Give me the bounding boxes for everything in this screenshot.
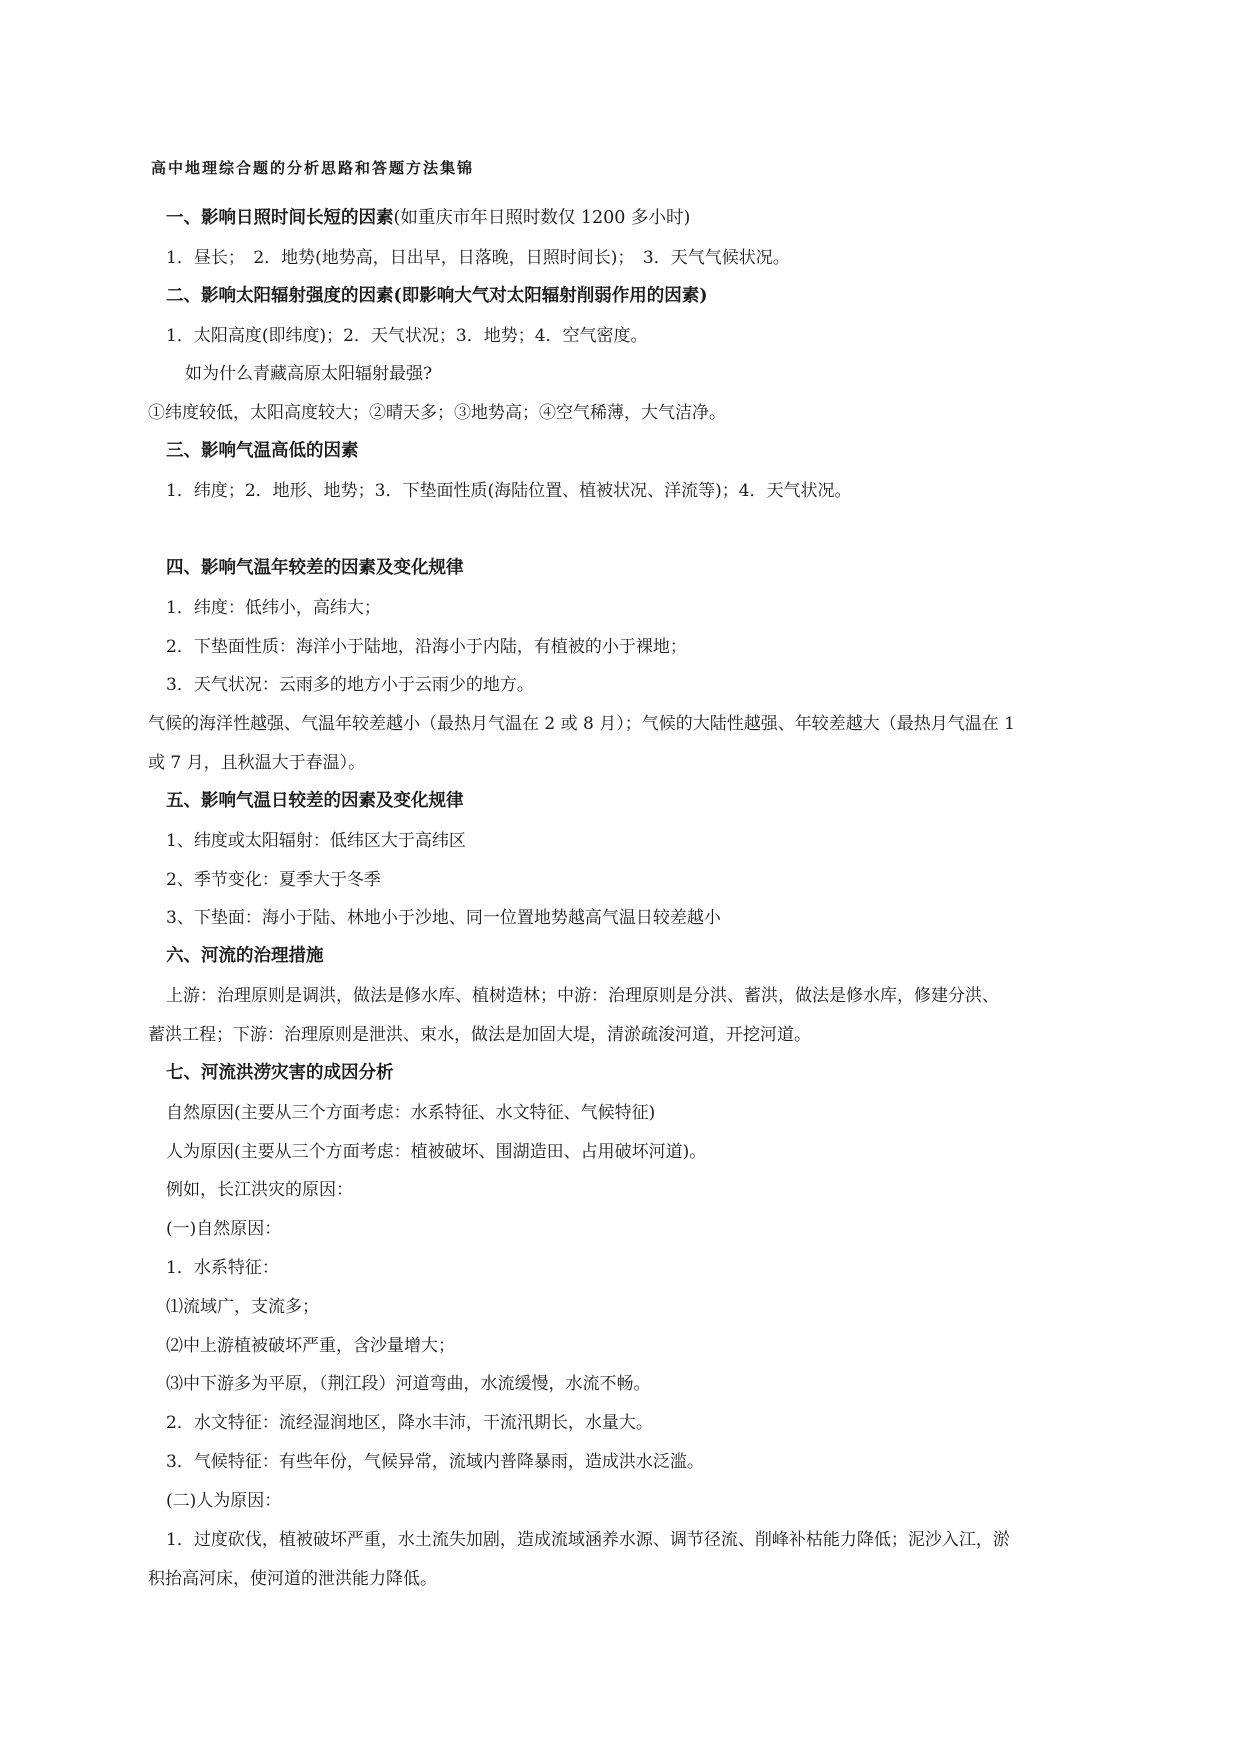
paragraph-4: ①纬度较低，太阳高度较大；②晴天多；③地势高；④空气稀薄，大气洁净。	[148, 403, 726, 423]
paragraph-9: 气候的海洋性越强、气温年较差越小（最热月气温在 2 或 8 月）；气候的大陆性越强、年较差越大（最热月气温在 1	[148, 714, 1015, 734]
paragraph-16: 自然原因(主要从三个方面考虑：水系特征、水文特征、气候特征)	[166, 1103, 656, 1123]
heading-3: 三、影响气温高低的因素	[166, 441, 359, 461]
heading-1: 一、影响日照时间长短的因素(如重庆市年日照时数仅 1200 多小时)	[166, 208, 691, 228]
paragraph-10: 或 7 月，且秋温大于春温）。	[148, 753, 366, 773]
heading-5: 五、影响气温日较差的因素及变化规律	[166, 791, 464, 811]
paragraph-13: 3、下垫面：海小于陆、林地小于沙地、同一位置地势越高气温日较差越小	[166, 908, 721, 928]
paragraph-6: 1．纬度：低纬小，高纬大；	[166, 598, 381, 618]
paragraph-14: 上游：治理原则是调洪，做法是修水库、植树造林；中游：治理原则是分洪、蓄洪，做法是修水库，修建分洪、	[166, 986, 999, 1006]
paragraph-27: 1．过度砍伐，植被破坏严重，水土流失加剧，造成流域涵养水源、调节径流、削峰补枯能力降低；泥沙入江，淤	[166, 1530, 1010, 1550]
paragraph-15: 蓄洪工程；下游：治理原则是泄洪、束水，做法是加固大堤，清淤疏浚河道，开挖河道。	[148, 1025, 811, 1045]
paragraph-20: 1．水系特征：	[166, 1258, 279, 1278]
paragraph-18: 例如，长江洪灾的原因：	[166, 1180, 353, 1200]
heading-2: 二、影响太阳辐射强度的因素(即影响大气对太阳辐射削弱作用的因素)	[166, 286, 708, 306]
paragraph-21: ⑴流域广，支流多；	[166, 1297, 319, 1317]
paragraph-23: ⑶中下游多为平原，（荆江段）河道弯曲，水流缓慢，水流不畅。	[166, 1374, 651, 1394]
paragraph-24: 2．水文特征：流经湿润地区，降水丰沛，干流汛期长，水量大。	[166, 1413, 653, 1433]
paragraph-1: 1．昼长； 2．地势(地势高，日出早，日落晚，日照时间长)； 3．天气气候状况。	[166, 248, 790, 268]
paragraph-8: 3．天气状况：云雨多的地方小于云雨少的地方。	[166, 675, 534, 695]
paragraph-5: 1．纬度；2．地形、地势；3．下垫面性质(海陆位置、植被状况、洋流等)；4．天气状况。	[166, 481, 852, 501]
paragraph-28: 积抬高河床，使河道的泄洪能力降低。	[148, 1569, 437, 1589]
paragraph-2: 1．太阳高度(即纬度)；2．天气状况；3．地势；4．空气密度。	[166, 326, 648, 346]
paragraph-12: 2、季节变化：夏季大于冬季	[166, 870, 381, 890]
heading-4: 四、影响气温年较差的因素及变化规律	[166, 558, 464, 578]
paragraph-26: (二)人为原因：	[166, 1491, 282, 1511]
paragraph-19: (一)自然原因：	[166, 1219, 282, 1239]
heading-7: 七、河流洪涝灾害的成因分析	[166, 1063, 394, 1083]
document-title: 高中地理综合题的分析思路和答题方法集锦	[151, 159, 475, 177]
paragraph-17: 人为原因(主要从三个方面考虑：植被破坏、围湖造田、占用破坏河道)。	[166, 1142, 707, 1162]
paragraph-22: ⑵中上游植被破坏严重，含沙量增大；	[166, 1336, 455, 1356]
paragraph-25: 3．气候特征：有些年份，气候异常，流域内普降暴雨，造成洪水泛滥。	[166, 1452, 704, 1472]
paragraph-11: 1、纬度或太阳辐射：低纬区大于高纬区	[166, 831, 466, 851]
paragraph-7: 2．下垫面性质：海洋小于陆地，沿海小于内陆，有植被的小于裸地；	[166, 637, 687, 657]
paragraph-3: 如为什么青藏高原太阳辐射最强?	[185, 364, 433, 384]
heading-6: 六、河流的治理措施	[166, 946, 324, 966]
